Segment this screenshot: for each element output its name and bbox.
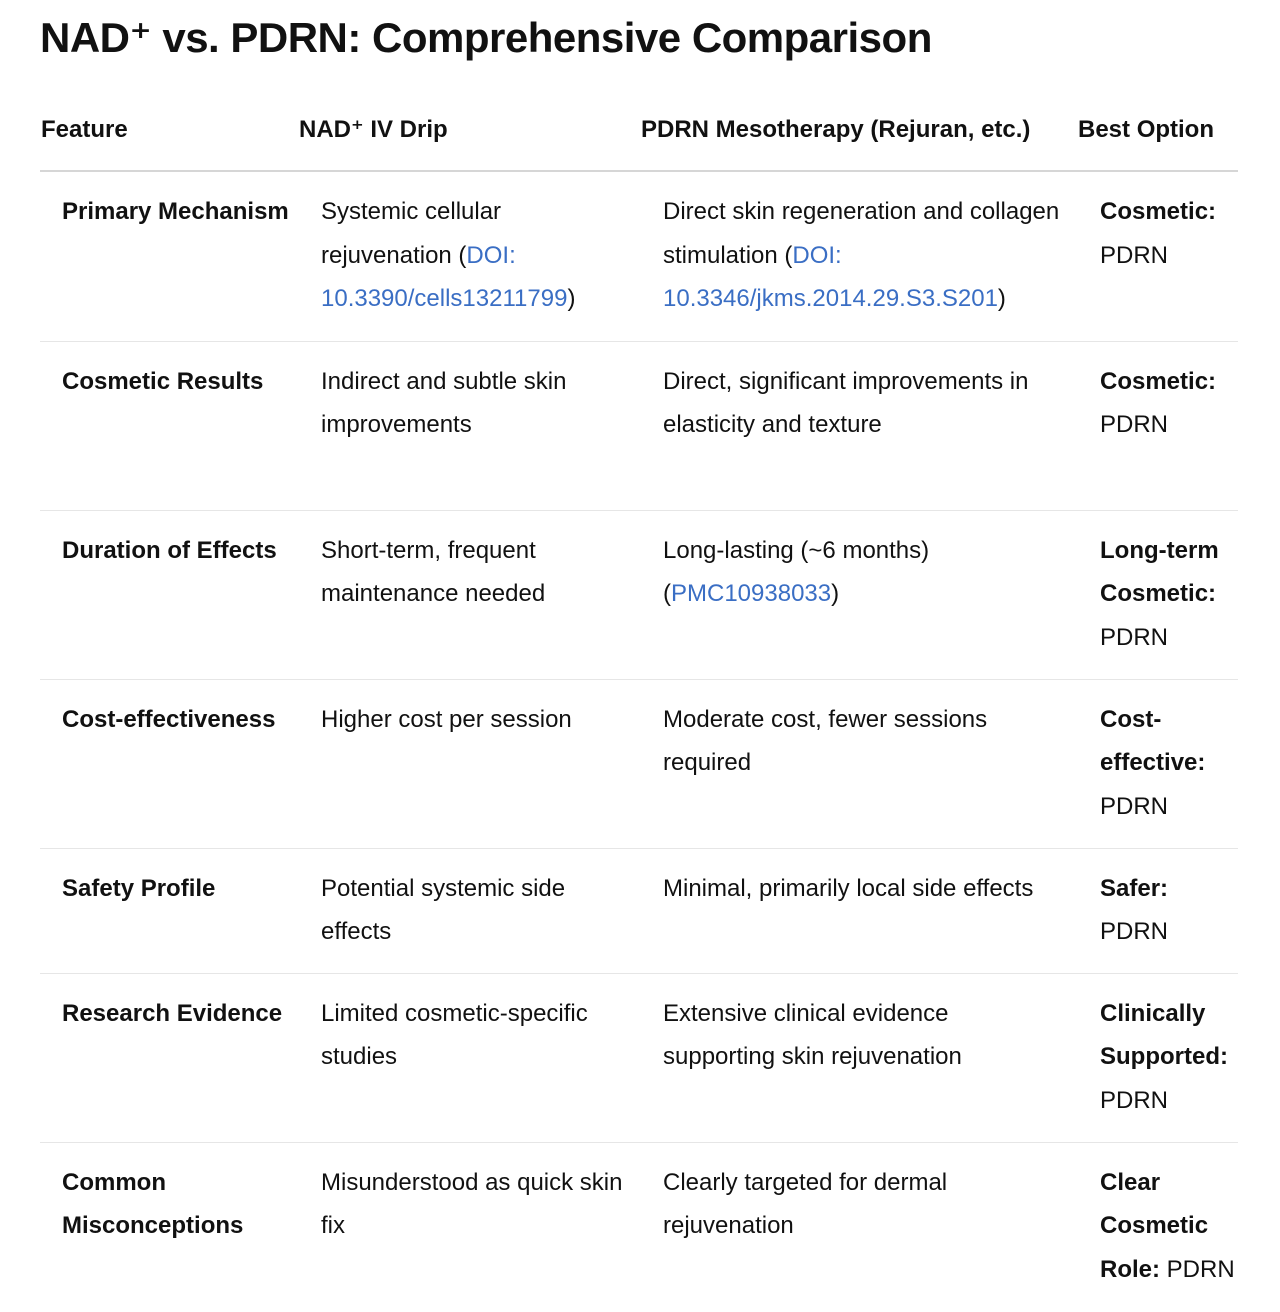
best-value: PDRN: [1166, 1255, 1235, 1283]
table-row: [40, 679, 1238, 848]
table-row: [40, 510, 1238, 679]
best-cell: [1078, 341, 1238, 510]
pmc-link[interactable]: PMC10938033: [671, 580, 832, 607]
best-cell: [1078, 510, 1238, 679]
best-cell: [1078, 1142, 1238, 1312]
feature-cell: Cosmetic Results: [40, 341, 299, 510]
cell-text: Direct skin regeneration and collagen stimulation (: [663, 198, 1060, 269]
best-cell: [1078, 679, 1238, 848]
best-value: PDRN: [1100, 1086, 1169, 1114]
best-value: PDRN: [1100, 241, 1169, 269]
nad-cell: [299, 171, 641, 341]
pdrn-cell: Extensive clinical evidence supporting skin rejuvenation: [641, 973, 1078, 1142]
best-cell: [1078, 171, 1238, 341]
best-value: PDRN: [1100, 411, 1169, 438]
cell-text: Long-lasting (~6 months) (: [663, 536, 930, 607]
comparison-table: [40, 88, 1238, 1312]
pdrn-cell: Moderate cost, fewer sessions required: [641, 679, 1078, 848]
best-cell: [1078, 848, 1238, 973]
feature-cell: Safety Profile: [40, 848, 299, 973]
table-row: [40, 1142, 1238, 1312]
pdrn-cell: Minimal, primarily local side effects: [641, 848, 1078, 973]
best-value: PDRN: [1100, 792, 1169, 820]
nad-cell: Indirect and subtle skin improvements: [299, 341, 641, 510]
pdrn-cell: Direct, significant improvements in elasticity and texture: [641, 341, 1078, 510]
header-nad: NAD⁺ IV Drip: [299, 88, 641, 171]
table-row: [40, 341, 1238, 510]
nad-cell: Short-term, frequent maintenance needed: [299, 510, 641, 679]
feature-cell: Cost-effectiveness: [40, 679, 299, 848]
feature-cell: Common Misconceptions: [62, 1168, 244, 1239]
best-label: Clear Cosmetic Role:: [1100, 1168, 1209, 1283]
best-label: Clinically Supported:: [1100, 999, 1228, 1070]
nad-cell: Limited cosmetic-specific studies: [299, 973, 641, 1142]
best-cell: [1078, 973, 1238, 1142]
table-row: [40, 171, 1238, 341]
cell-text: Systemic cellular rejuvenation (: [321, 198, 502, 269]
nad-cell: Higher cost per session: [299, 679, 641, 848]
best-label: Safer:: [1100, 874, 1169, 902]
header-feature: Feature: [40, 88, 299, 171]
pdrn-cell: [641, 171, 1078, 341]
feature-cell: Duration of Effects: [40, 510, 299, 679]
nad-cell: Misunderstood as quick skin fix: [321, 1168, 623, 1239]
header-pdrn: PDRN Mesotherapy (Rejuran, etc.): [641, 88, 1078, 171]
header-best: Best Option: [1078, 88, 1238, 171]
best-label: Cosmetic:: [1100, 367, 1217, 395]
best-label: Cosmetic:: [1100, 198, 1217, 225]
pdrn-cell: Clearly targeted for dermal rejuvenation: [663, 1168, 948, 1239]
feature-cell: Research Evidence: [40, 973, 299, 1142]
best-label: Cost-effective:: [1100, 705, 1206, 776]
feature-cell: Primary Mechanism: [40, 171, 299, 341]
cell-text-after: ): [567, 285, 576, 312]
cell-text-after: ): [997, 285, 1006, 312]
pdrn-cell: [641, 510, 1078, 679]
page-title: NAD⁺ vs. PDRN: Comprehensive Comparison: [40, 14, 932, 61]
best-label: Long-term Cosmetic:: [1100, 536, 1219, 607]
nad-cell: Potential systemic side effects: [299, 848, 641, 973]
table-row: [40, 848, 1238, 973]
doi-link[interactable]: DOI: 10.3346/jkms.2014.29.S3.S201: [663, 241, 998, 312]
doi-link[interactable]: DOI: 10.3390/cells13211799: [321, 241, 568, 312]
table-row: [40, 973, 1238, 1142]
best-value: PDRN: [1100, 623, 1169, 651]
cell-text-after: ): [831, 580, 840, 607]
table-header-row: [40, 88, 1238, 171]
best-value: PDRN: [1100, 918, 1169, 945]
